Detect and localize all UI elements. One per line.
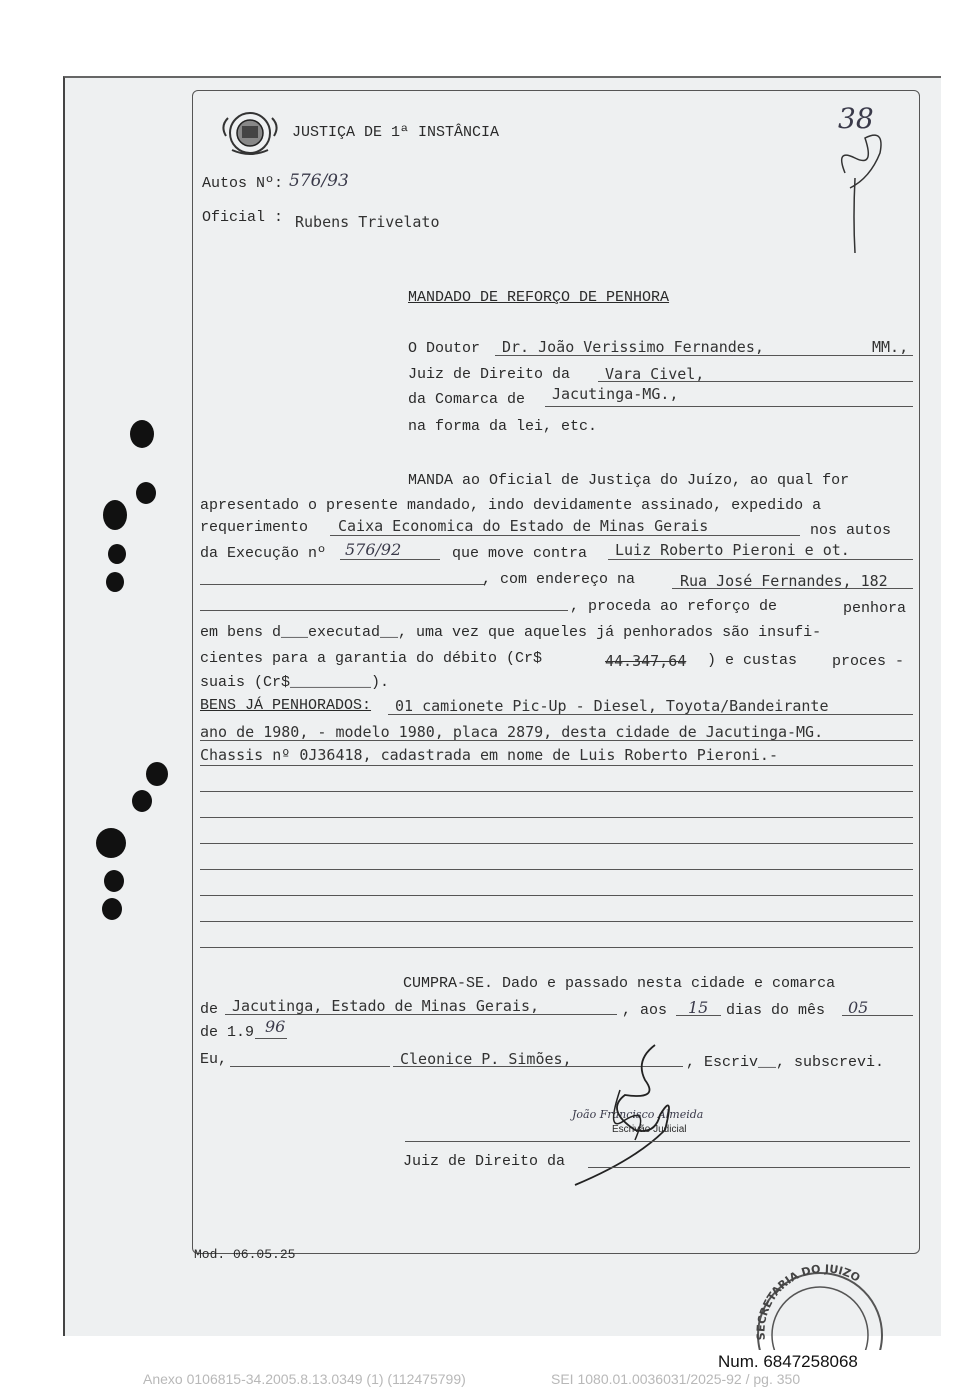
doutor-label: O Doutor [408, 340, 481, 357]
body-line: , com endereço na [482, 571, 636, 588]
page-mark: 38 [838, 102, 874, 135]
blank-rule [200, 947, 913, 948]
rule [672, 588, 913, 589]
body-line: proces - [832, 653, 905, 670]
bens-label: BENS JÁ PENHORADOS: [200, 697, 372, 714]
sei-reference: SEI 1080.01.0036031/2025-92 / pg. 350 [551, 1371, 801, 1387]
local-value: Jacutinga, Estado de Minas Gerais, [232, 997, 540, 1015]
rule [588, 1167, 910, 1168]
autos-label: Autos Nº: [202, 175, 284, 192]
anexo-reference: Anexo 0106815-34.2005.8.13.0349 (1) (112475799) [143, 1371, 466, 1387]
blank-rule [200, 791, 913, 792]
blank-rule [200, 921, 913, 922]
body-line: que move contra [452, 545, 588, 562]
oficial-value: Rubens Trivelato [295, 213, 440, 231]
mm-label: MM., [872, 338, 909, 356]
punch-hole [104, 870, 124, 892]
blank-rule [200, 843, 913, 844]
closing-line: , aos [622, 1002, 668, 1019]
doutor-value: Dr. João Verissimo Fernandes, [502, 338, 764, 356]
punch-hole [146, 762, 168, 786]
bens-line: ano de 1980, - modelo 1980, placa 2879, desta cidade de Jacutinga-MG. [200, 723, 824, 741]
closing-line: , Escriv__, subscrevi. [686, 1054, 885, 1071]
rule [405, 1141, 910, 1142]
day-value: 15 [688, 998, 709, 1017]
blank-rule [200, 895, 913, 896]
punch-hole [132, 790, 152, 812]
body-line: ) e custas [707, 652, 798, 669]
blank-rule [200, 817, 913, 818]
document-title: MANDADO DE REFORÇO DE PENHORA [408, 289, 670, 306]
closing-line: de 1.9 [200, 1024, 255, 1041]
punch-hole [103, 500, 127, 530]
body-line: , proceda ao reforço de [570, 598, 778, 615]
rule [200, 584, 485, 585]
juiz-signature-label: Juiz de Direito da [403, 1153, 566, 1170]
juiz-label: Juiz de Direito da [408, 366, 571, 383]
debito-value: 44.347,64 [605, 652, 687, 670]
body-line: suais (Cr$_________). [200, 674, 390, 691]
rule [842, 1015, 913, 1016]
autos-value: 576/93 [289, 171, 349, 191]
closing-line: Eu, [200, 1051, 228, 1068]
body-line: apresentado o presente mandado, indo devidamente assinado, expedido a [200, 497, 822, 514]
execucao-number: 576/92 [345, 540, 402, 559]
secretaria-seal [740, 1240, 890, 1350]
form-code: Mod. 06.05.25 [194, 1247, 296, 1262]
rule [200, 765, 913, 766]
rule [676, 1015, 721, 1016]
punch-hole [108, 544, 126, 564]
rule [495, 355, 913, 356]
closing-line: CUMPRA-SE. Dado e passado nesta cidade e comarca [403, 975, 836, 992]
svg-text:SECRETARIA DO JUIZO: SECRETARIA DO JUIZO [754, 1262, 863, 1341]
closing-line: dias do mês [726, 1002, 826, 1019]
requerente-value: Caixa Economica do Estado de Minas Gerais [338, 517, 709, 535]
rule [225, 1014, 617, 1015]
comarca-value: Jacutinga-MG., [552, 385, 679, 403]
punch-hole [136, 482, 156, 504]
bens-line: 01 camionete Pic-Up - Diesel, Toyota/Bandeirante [395, 697, 829, 715]
year-value: 96 [265, 1017, 286, 1036]
coat-of-arms-icon [218, 106, 282, 160]
blank-rule [200, 869, 913, 870]
rule [545, 406, 913, 407]
rule [340, 559, 440, 560]
rule [200, 740, 913, 741]
stamp-name: João Francisco Almeida [572, 1108, 704, 1121]
bens-line: Chassis nº 0J36418, cadastrada em nome de Luis Roberto Pieroni.- [200, 746, 778, 764]
page-initials-signature [825, 118, 895, 258]
body-line: em bens d___executad__, uma vez que aqueles já penhorados são insufi- [200, 624, 822, 641]
document-number: Num. 6847258068 [718, 1352, 858, 1371]
punch-hole [130, 420, 154, 448]
body-line: nos autos [810, 522, 892, 539]
closing-line: de [200, 1001, 219, 1018]
rule [598, 381, 913, 382]
rule [608, 559, 913, 560]
court-title: JUSTIÇA DE 1ª INSTÂNCIA [292, 124, 500, 141]
body-line: penhora [843, 600, 907, 617]
body-line: requerimento [200, 519, 309, 536]
body-line: MANDA ao Oficial de Justiça do Juízo, ao qual for [408, 472, 850, 489]
forma-text: na forma da lei, etc. [408, 418, 598, 435]
month-value: 05 [848, 998, 869, 1017]
body-line: cientes para a garantia do débito (Cr$ [200, 650, 543, 667]
rule [200, 610, 568, 611]
punch-hole [102, 898, 122, 920]
escrivao-name: Cleonice P. Simões, [400, 1050, 572, 1068]
rule [255, 1038, 287, 1039]
document-frame [192, 90, 920, 1254]
executado-value: Luiz Roberto Pieroni e ot. [615, 541, 850, 559]
rule [388, 714, 913, 715]
punch-hole [106, 572, 124, 592]
rule [330, 535, 800, 536]
stamp-role: Escrivão Judicial [612, 1124, 687, 1135]
endereco-value: Rua José Fernandes, 182 [680, 572, 888, 590]
juiz-value: Vara Civel, [605, 365, 705, 383]
body-line: da Execução nº [200, 545, 327, 562]
comarca-label: da Comarca de [408, 391, 526, 408]
oficial-label: Oficial : [202, 209, 284, 226]
rule [230, 1066, 390, 1067]
punch-hole [96, 828, 126, 858]
